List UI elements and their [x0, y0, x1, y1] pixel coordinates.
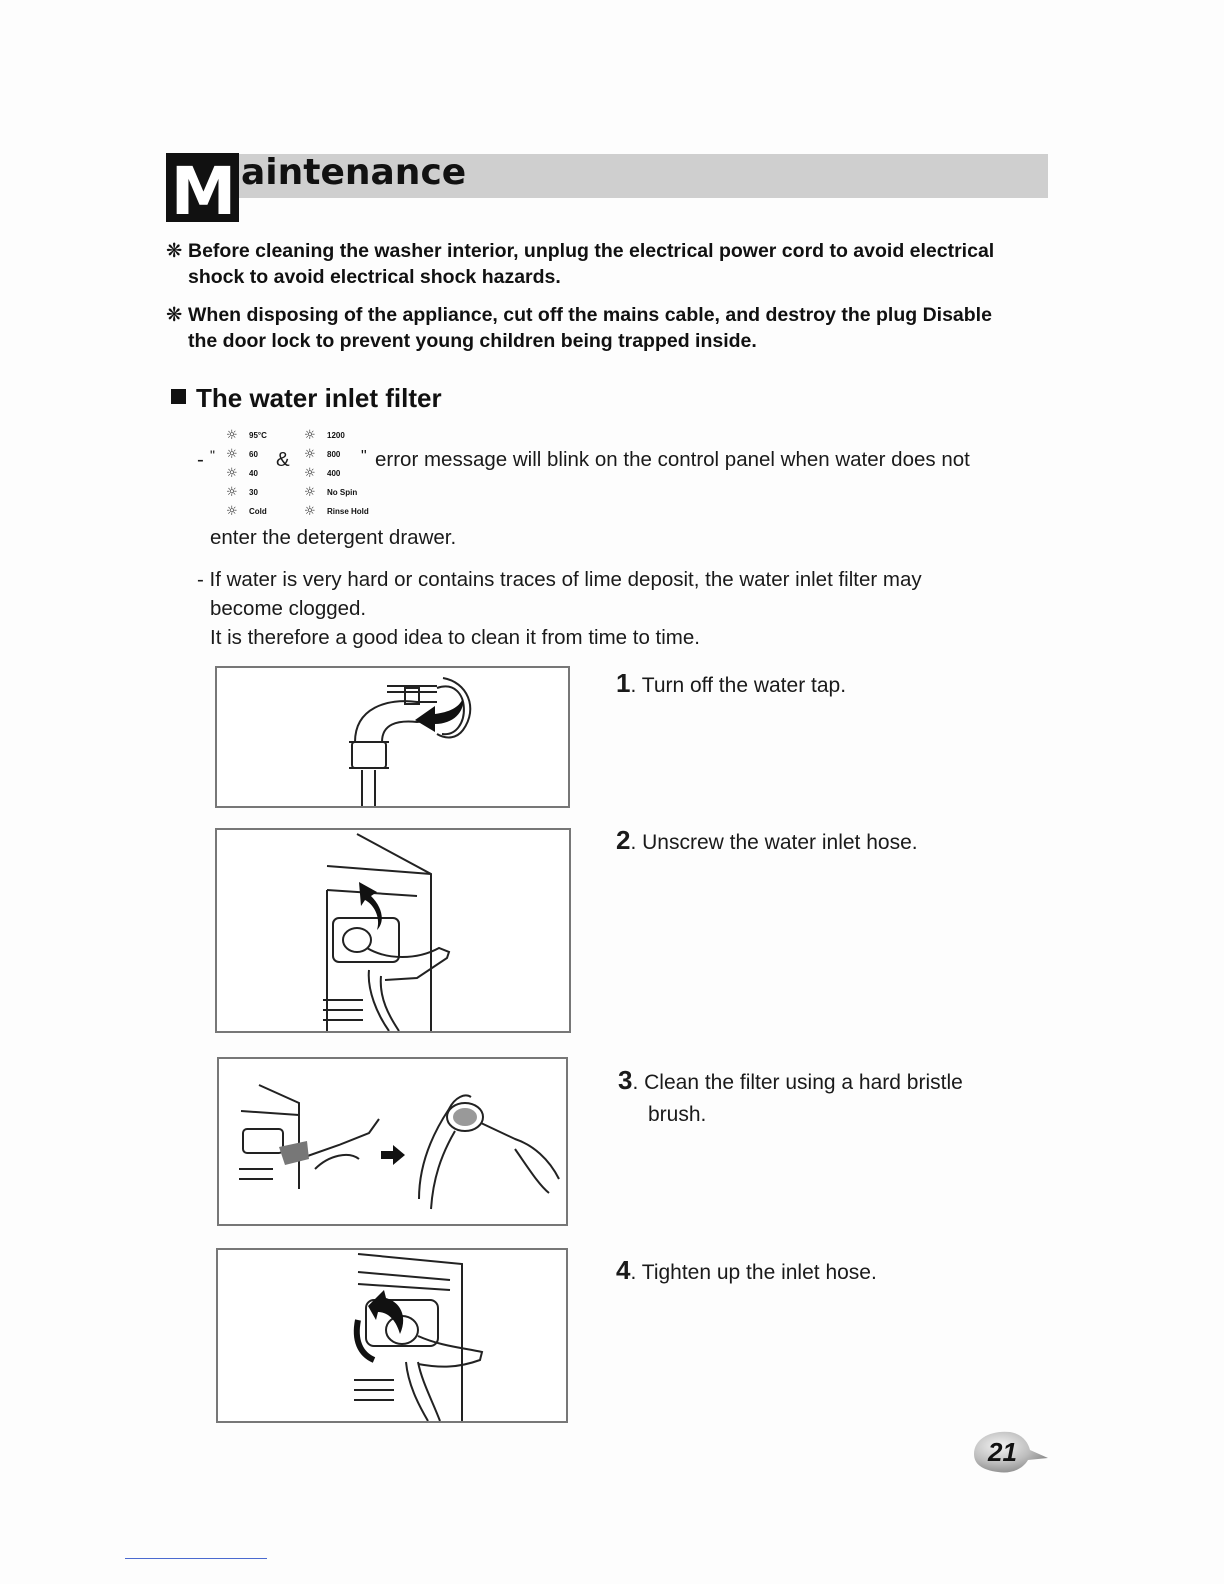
temp-label: 95°C — [249, 431, 267, 440]
temp-label: 60 — [249, 450, 258, 459]
unscrew-hose-drawing — [217, 830, 569, 1031]
error-text: error message will blink on the control panel when water does not — [375, 448, 970, 471]
step-number: 2 — [616, 825, 631, 855]
footer-rule — [125, 1558, 267, 1559]
asterisk-icon: ❋ — [166, 239, 183, 262]
error-text-continued: enter the detergent drawer. — [210, 526, 457, 549]
lamp-icon: ☼ — [304, 428, 316, 443]
step-4-illustration — [216, 1248, 568, 1423]
lamp-icon: ☼ — [226, 504, 238, 519]
asterisk-icon: ❋ — [166, 303, 183, 326]
para-line-3: It is therefore a good idea to clean it from time to time. — [210, 626, 700, 649]
tighten-hose-drawing — [218, 1250, 566, 1421]
step-text: Clean the filter using a hard bristle — [644, 1071, 963, 1094]
spin-label: Rinse Hold — [327, 507, 369, 516]
temp-label: 40 — [249, 469, 258, 478]
lamp-icon: ☼ — [304, 447, 316, 462]
step-2: 2. Unscrew the water inlet hose. — [616, 825, 918, 855]
step-text: Turn off the water tap. — [641, 674, 847, 697]
section-title: The water inlet filter — [196, 383, 442, 413]
step-1-illustration — [215, 666, 570, 808]
temp-label: Cold — [249, 507, 267, 516]
warning-note-1 — [166, 238, 1046, 290]
step-3: 3. Clean the filter using a hard bristle brush. — [618, 1065, 963, 1126]
lamp-icon: ☼ — [304, 466, 316, 481]
step-text-continued: brush. — [648, 1103, 707, 1126]
close-quote: " — [361, 448, 367, 465]
lamp-icon: ☼ — [304, 504, 316, 519]
bullet-square-icon — [171, 389, 186, 404]
para-line-1: - If water is very hard or contains traces of lime deposit, the water inlet filter may — [197, 568, 922, 591]
spin-label: 400 — [327, 469, 341, 478]
note-line: shock to avoid electrical shock hazards. — [188, 266, 561, 288]
note-line: the door lock to prevent young children being trapped inside. — [188, 330, 757, 352]
spin-label: 1200 — [327, 431, 345, 440]
step-4: 4. Tighten up the inlet hose. — [616, 1255, 877, 1285]
note-line: Before cleaning the washer interior, unplug the electrical power cord to avoid electrical — [188, 240, 995, 262]
temp-label: 30 — [249, 488, 258, 497]
error-dash: - — [197, 448, 204, 471]
spin-label: No Spin — [327, 488, 358, 497]
water-tap-drawing — [217, 668, 568, 806]
page-number-badge — [970, 1428, 1050, 1476]
lamp-icon: ☼ — [304, 485, 316, 500]
ampersand: & — [276, 448, 290, 471]
lamp-icon: ☼ — [226, 428, 238, 443]
warning-note-2 — [166, 302, 1046, 354]
para-line-2: become clogged. — [210, 597, 367, 620]
step-text: Tighten up the inlet hose. — [641, 1261, 877, 1284]
lamp-icon: ☼ — [226, 466, 238, 481]
step-1: 1. Turn off the water tap. — [616, 668, 847, 698]
spin-lamps — [304, 426, 384, 521]
step-2-illustration — [215, 828, 571, 1033]
page-title: aintenance — [241, 152, 467, 193]
note-line: When disposing of the appliance, cut off the mains cable, and destroy the plug Disable — [188, 304, 992, 326]
page-number: 21 — [988, 1437, 1017, 1467]
spin-label: 800 — [327, 450, 341, 459]
step-3-illustration — [217, 1057, 568, 1226]
step-number: 4 — [616, 1255, 631, 1285]
lamp-icon: ☼ — [226, 447, 238, 462]
clean-filter-drawing — [219, 1059, 566, 1224]
lamp-icon: ☼ — [226, 485, 238, 500]
header-initial: M — [166, 153, 239, 222]
step-number: 1 — [616, 668, 631, 698]
step-text: Unscrew the water inlet hose. — [642, 831, 918, 854]
step-number: 3 — [618, 1065, 633, 1095]
open-quote: " — [210, 447, 215, 463]
